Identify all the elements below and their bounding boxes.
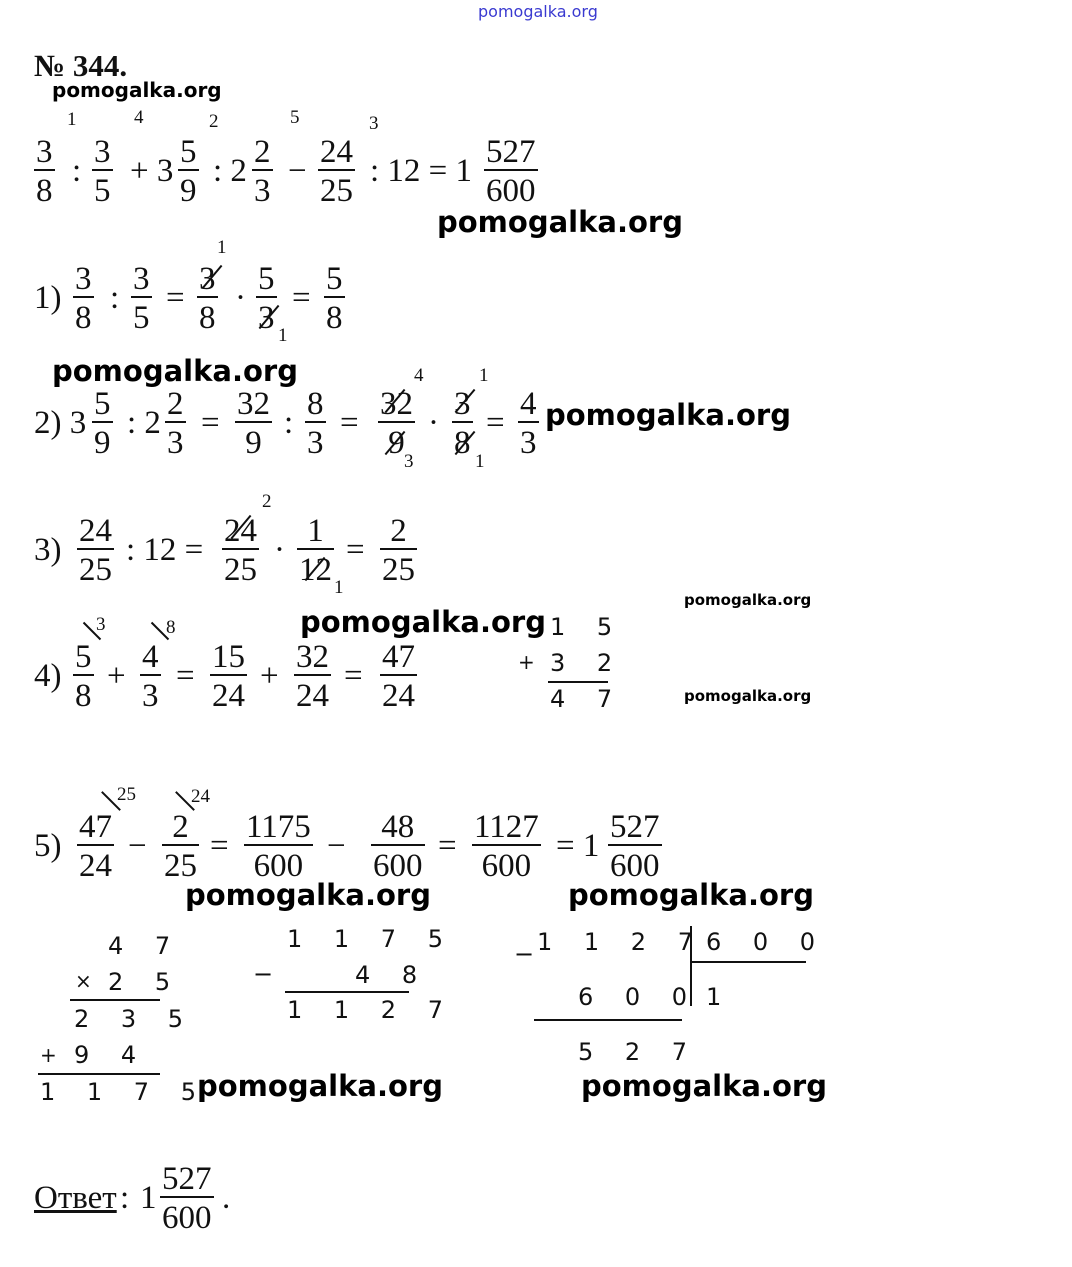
fraction: 24 25	[79, 513, 112, 588]
cancel-number: 1	[334, 577, 344, 598]
fraction: 8 3	[307, 386, 324, 461]
fraction: 5 3	[258, 261, 275, 336]
operator: =	[166, 280, 185, 316]
operator: −	[128, 828, 147, 864]
fraction: 3 5	[133, 261, 150, 336]
fraction: 2 3	[254, 134, 271, 209]
operator: =	[438, 828, 457, 864]
answer-label: Ответ	[34, 1180, 117, 1216]
operator: = 1	[556, 828, 600, 864]
fraction: 5 9	[180, 134, 197, 209]
result-fraction: 5 8	[326, 261, 343, 336]
column-row: 4 8	[355, 961, 430, 989]
step-label: 1)	[34, 280, 62, 316]
operator: ·	[274, 532, 285, 568]
fraction: 5 9	[94, 386, 111, 461]
fraction: 48 600	[373, 809, 423, 884]
column-row: 1 5	[550, 613, 625, 641]
column-row: 3 2	[550, 649, 625, 677]
cancel-number: 4	[414, 365, 424, 386]
column-row: 2 5	[108, 968, 183, 996]
multiplier: 3	[96, 614, 106, 635]
division-bar	[690, 961, 806, 963]
watermark: pomogalka.org	[300, 605, 546, 639]
result-fraction: 2 25	[382, 513, 415, 588]
watermark: pomogalka.org	[568, 878, 814, 912]
watermark: pomogalka.org	[684, 687, 812, 705]
order-number: 1	[67, 109, 77, 130]
operator: =	[346, 532, 365, 568]
operator: +	[107, 658, 126, 694]
operator: :	[72, 153, 82, 189]
operator: =	[210, 828, 229, 864]
step-label: 2) 3	[34, 405, 87, 441]
partial-product: 9 4	[74, 1041, 149, 1069]
fraction: 3 5	[94, 134, 111, 209]
operator: ·	[428, 405, 439, 441]
fraction: 15 24	[212, 639, 245, 714]
answer-dot: .	[222, 1180, 231, 1216]
step-label: 4)	[34, 658, 62, 694]
sum-line	[70, 999, 160, 1001]
operator: −	[327, 828, 346, 864]
watermark: pomogalka.org	[197, 1069, 443, 1103]
fraction: 1 12	[299, 513, 332, 588]
minus-sign: −	[514, 940, 547, 968]
fraction: 24 25	[320, 134, 353, 209]
watermark: pomogalka.org	[185, 878, 431, 912]
operator: +	[260, 658, 279, 694]
order-number: 5	[290, 107, 300, 128]
fraction: 3 8	[454, 386, 471, 461]
watermark: pomogalka.org	[52, 78, 222, 102]
answer-fraction: 527 600	[162, 1161, 212, 1236]
plus-sign: +	[518, 650, 547, 674]
fraction: 3 8	[75, 261, 92, 336]
column-result: 1 1 7 5	[40, 1078, 208, 1106]
multiplier: 25	[117, 784, 136, 805]
operator: =	[201, 405, 220, 441]
operator: : 2	[127, 405, 161, 441]
minus-sign: −	[253, 960, 286, 988]
operator: + 3	[130, 153, 174, 189]
fraction: 47 24	[79, 809, 112, 884]
cancel-number: 2	[262, 491, 272, 512]
difference-line	[534, 1019, 682, 1021]
remainder: 5 2 7	[578, 1038, 700, 1066]
operator: : 12 =	[126, 532, 204, 568]
watermark: pomogalka.org	[52, 354, 298, 388]
fraction: 5 8	[75, 639, 92, 714]
operator: =	[340, 405, 359, 441]
cancel-number: 1	[278, 325, 288, 346]
multiplier: 8	[166, 617, 176, 638]
column-result: 4 7	[550, 685, 625, 713]
fraction: 24 25	[224, 513, 257, 588]
sum-line	[38, 1073, 160, 1075]
watermark: pomogalka.org	[684, 591, 812, 609]
fraction: 32 24	[296, 639, 329, 714]
fraction: 32 9	[237, 386, 270, 461]
plus-sign: +	[40, 1043, 69, 1067]
operator: =	[344, 658, 363, 694]
operator: =	[486, 405, 505, 441]
cancel-number: 1	[217, 237, 227, 258]
result-fraction: 527 600	[486, 134, 536, 209]
multiply-sign: ×	[75, 969, 104, 993]
operator: =	[176, 658, 195, 694]
column-row: 4 7	[108, 932, 183, 960]
result-fraction: 47 24	[382, 639, 415, 714]
watermark: pomogalka.org	[437, 205, 683, 239]
order-number: 2	[209, 111, 219, 132]
operator: ·	[235, 280, 246, 316]
watermark: pomogalka.org	[581, 1069, 827, 1103]
partial-product: 2 3 5	[74, 1005, 196, 1033]
divisor: 6 0 0	[706, 928, 828, 956]
order-number: 4	[134, 107, 144, 128]
operator: : 2	[213, 153, 247, 189]
fraction: 4 3	[142, 639, 159, 714]
fraction: 1127 600	[474, 809, 539, 884]
quotient: 1	[706, 983, 734, 1011]
step-label: 3)	[34, 532, 62, 568]
cancel-number: 1	[475, 451, 485, 472]
operator: =	[292, 280, 311, 316]
fraction: 2 25	[164, 809, 197, 884]
answer-whole: 1	[140, 1180, 157, 1216]
order-number: 3	[369, 113, 379, 134]
result-fraction: 527 600	[610, 809, 660, 884]
difference-line	[285, 991, 409, 993]
watermark: pomogalka.org	[545, 398, 791, 432]
column-result: 1 1 2 7	[287, 996, 455, 1024]
fraction: 3 8	[199, 261, 216, 336]
cancel-number: 1	[479, 365, 489, 386]
step-label: 5)	[34, 828, 62, 864]
operator: :	[110, 280, 120, 316]
multiplier: 24	[191, 786, 210, 807]
operator: :	[284, 405, 294, 441]
result-fraction: 4 3	[520, 386, 537, 461]
watermark-top: pomogalka.org	[478, 2, 598, 21]
subtrahend: 6 0 0	[578, 983, 700, 1011]
operator: −	[288, 153, 307, 189]
answer-colon: :	[120, 1180, 130, 1216]
dividend: 1 1 2 7	[537, 928, 705, 956]
fraction: 2 3	[167, 386, 184, 461]
operator: : 12 = 1	[370, 153, 473, 189]
fraction: 32 9	[380, 386, 413, 461]
column-row: 1 1 7 5	[287, 925, 455, 953]
cancel-number: 3	[404, 451, 414, 472]
fraction: 1175 600	[246, 809, 311, 884]
problem-title: № 344.	[34, 48, 128, 83]
sum-line	[548, 681, 608, 683]
fraction: 3 8	[36, 134, 53, 209]
